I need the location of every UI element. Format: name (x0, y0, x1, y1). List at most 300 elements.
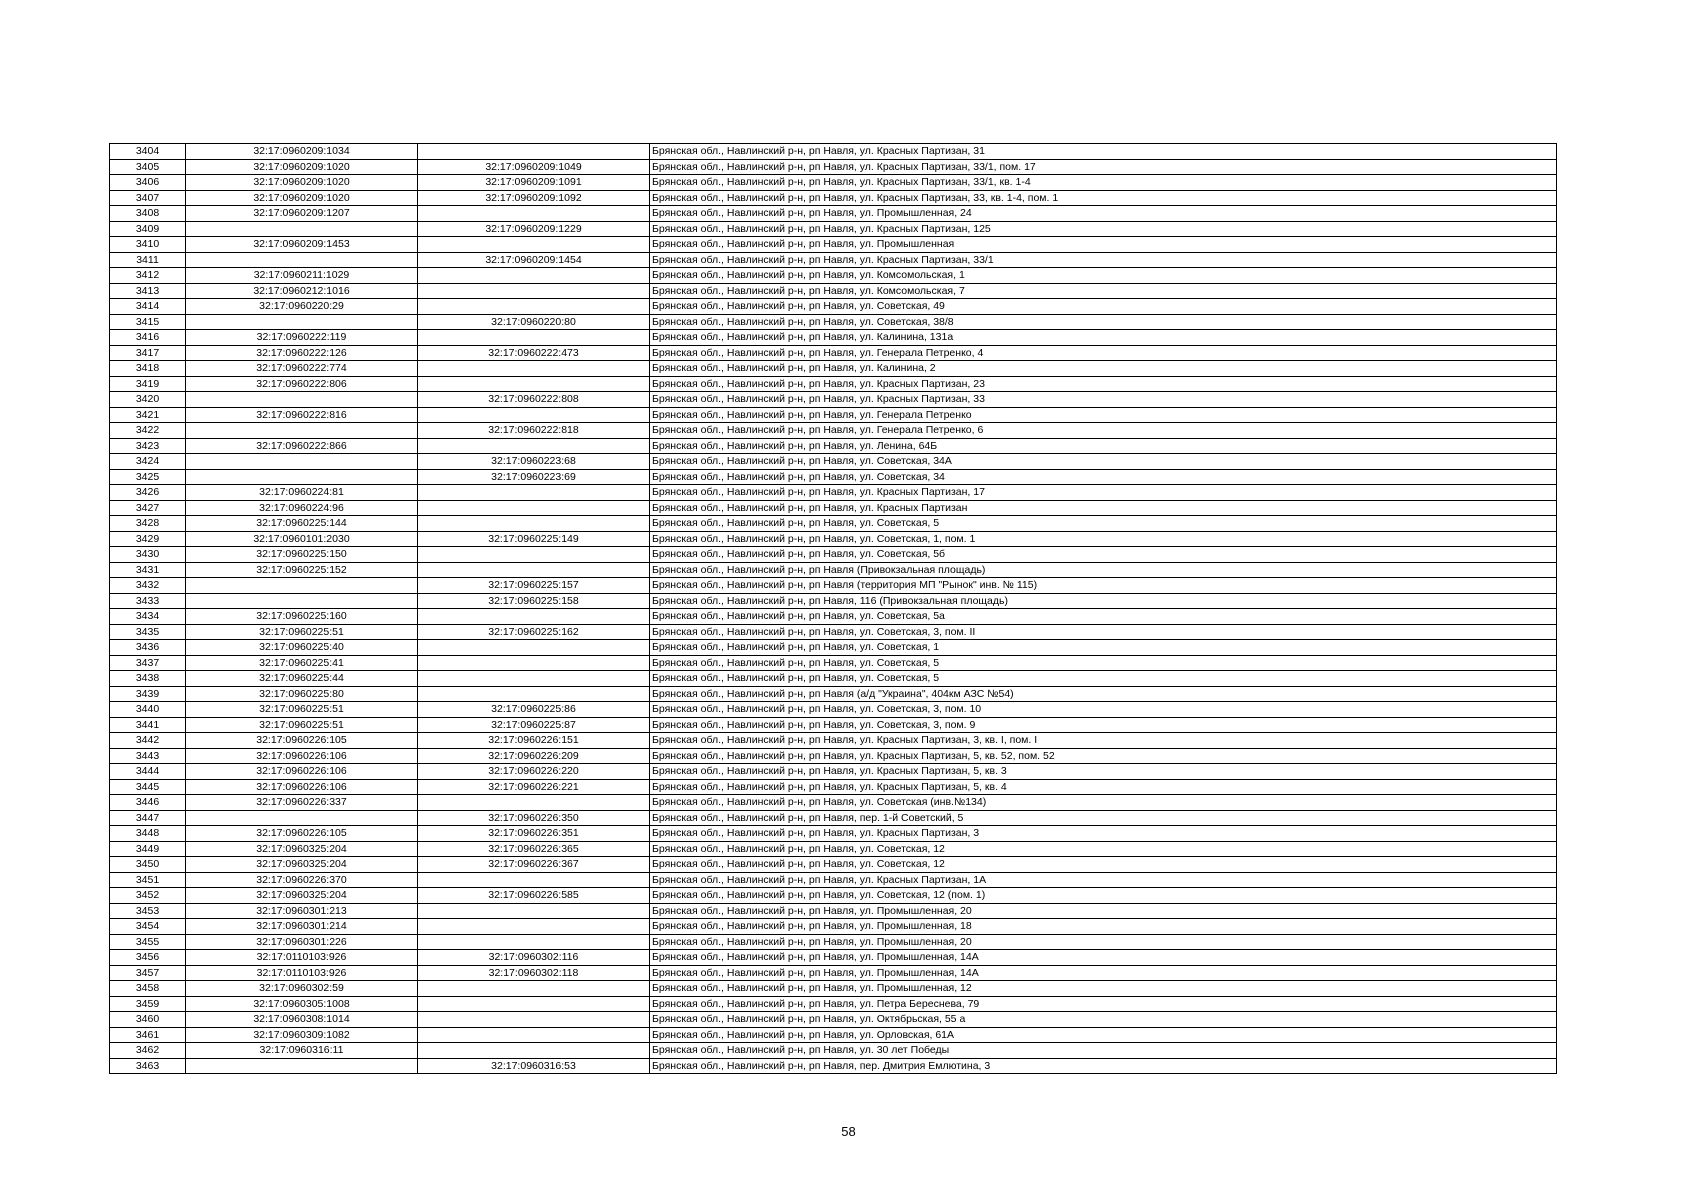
address-cell: Брянская обл., Навлинский р-н, рп Навля, ул. Комсомольская, 7 (650, 283, 1557, 299)
row-number-cell: 3416 (110, 330, 186, 346)
cadastral-number-cell: 32:17:0960325:204 (186, 841, 418, 857)
address-cell: Брянская обл., Навлинский р-н, рп Навля, ул. Промышленная, 14А (650, 965, 1557, 981)
cadastral-number-cell: 32:17:0960225:51 (186, 624, 418, 640)
table-row (110, 469, 1557, 485)
row-number-cell: 3431 (110, 562, 186, 578)
address-cell: Брянская обл., Навлинский р-н, рп Навля, ул. Советская, 1, пом. 1 (650, 531, 1557, 547)
table-row (110, 314, 1557, 330)
row-number-cell: 3441 (110, 717, 186, 733)
address-cell: Брянская обл., Навлинский р-н, рп Навля (а/д "Украина", 404км АЗС №54) (650, 686, 1557, 702)
object-cadastral-number-cell: 32:17:0960209:1092 (418, 190, 650, 206)
address-cell: Брянская обл., Навлинский р-н, рп Навля, ул. Красных Партизан, 3, кв. I, пом. I (650, 733, 1557, 749)
row-number-cell: 3444 (110, 764, 186, 780)
cadastral-number-cell: 32:17:0960209:1453 (186, 237, 418, 253)
row-number-cell: 3422 (110, 423, 186, 439)
address-cell: Брянская обл., Навлинский р-н, рп Навля, ул. Калинина, 2 (650, 361, 1557, 377)
cadastral-number-cell: 32:17:0960308:1014 (186, 1012, 418, 1028)
address-cell: Брянская обл., Навлинский р-н, рп Навля, ул. Комсомольская, 1 (650, 268, 1557, 284)
address-cell: Брянская обл., Навлинский р-н, рп Навля, ул. Красных Партизан, 1А (650, 872, 1557, 888)
address-cell: Брянская обл., Навлинский р-н, рп Навля, ул. Советская, 12 (650, 841, 1557, 857)
table-row (110, 671, 1557, 687)
row-number-cell: 3442 (110, 733, 186, 749)
cadastral-number-cell: 32:17:0960222:806 (186, 376, 418, 392)
table-row (110, 237, 1557, 253)
object-cadastral-number-cell: 32:17:0960222:818 (418, 423, 650, 439)
row-number-cell: 3410 (110, 237, 186, 253)
table-row (110, 454, 1557, 470)
row-number-cell: 3434 (110, 609, 186, 625)
object-cadastral-number-cell (418, 283, 650, 299)
registry-table-body (110, 144, 1557, 1074)
cadastral-number-cell: 32:17:0960209:1207 (186, 206, 418, 222)
table-row (110, 609, 1557, 625)
address-cell: Брянская обл., Навлинский р-н, рп Навля, ул. Советская, 5а (650, 609, 1557, 625)
address-cell: Брянская обл., Навлинский р-н, рп Навля, ул. Орловская, 61А (650, 1027, 1557, 1043)
address-cell: Брянская обл., Навлинский р-н, рп Навля, ул. Промышленная, 18 (650, 919, 1557, 935)
table-row (110, 531, 1557, 547)
address-cell: Брянская обл., Навлинский р-н, рп Навля, ул. Советская, 5 (650, 671, 1557, 687)
address-cell: Брянская обл., Навлинский р-н, рп Навля, ул. Генерала Петренко, 4 (650, 345, 1557, 361)
row-number-cell: 3439 (110, 686, 186, 702)
object-cadastral-number-cell: 32:17:0960226:350 (418, 810, 650, 826)
object-cadastral-number-cell (418, 547, 650, 563)
cadastral-number-cell (186, 1058, 418, 1074)
table-row (110, 578, 1557, 594)
row-number-cell: 3409 (110, 221, 186, 237)
object-cadastral-number-cell: 32:17:0960226:585 (418, 888, 650, 904)
object-cadastral-number-cell (418, 376, 650, 392)
object-cadastral-number-cell (418, 1012, 650, 1028)
row-number-cell: 3454 (110, 919, 186, 935)
table-row (110, 500, 1557, 516)
cadastral-number-cell: 32:17:0960209:1020 (186, 175, 418, 191)
object-cadastral-number-cell: 32:17:0960225:157 (418, 578, 650, 594)
object-cadastral-number-cell: 32:17:0960226:220 (418, 764, 650, 780)
row-number-cell: 3450 (110, 857, 186, 873)
object-cadastral-number-cell: 32:17:0960209:1229 (418, 221, 650, 237)
object-cadastral-number-cell: 32:17:0960223:69 (418, 469, 650, 485)
cadastral-number-cell: 32:17:0960305:1008 (186, 996, 418, 1012)
address-cell: Брянская обл., Навлинский р-н, рп Навля (территория МП "Рынок" инв. № 115) (650, 578, 1557, 594)
table-row (110, 640, 1557, 656)
cadastral-number-cell (186, 810, 418, 826)
object-cadastral-number-cell (418, 1027, 650, 1043)
object-cadastral-number-cell: 32:17:0960209:1091 (418, 175, 650, 191)
object-cadastral-number-cell: 32:17:0960225:87 (418, 717, 650, 733)
object-cadastral-number-cell (418, 144, 650, 160)
row-number-cell: 3406 (110, 175, 186, 191)
address-cell: Брянская обл., Навлинский р-н, рп Навля, ул. Промышленная, 20 (650, 934, 1557, 950)
row-number-cell: 3458 (110, 981, 186, 997)
row-number-cell: 3405 (110, 159, 186, 175)
row-number-cell: 3412 (110, 268, 186, 284)
object-cadastral-number-cell (418, 562, 650, 578)
table-row (110, 733, 1557, 749)
row-number-cell: 3417 (110, 345, 186, 361)
table-row (110, 190, 1557, 206)
object-cadastral-number-cell (418, 640, 650, 656)
address-cell: Брянская обл., Навлинский р-н, рп Навля, ул. Советская, 34 (650, 469, 1557, 485)
cadastral-number-cell: 32:17:0960209:1034 (186, 144, 418, 160)
object-cadastral-number-cell (418, 299, 650, 315)
row-number-cell: 3461 (110, 1027, 186, 1043)
row-number-cell: 3445 (110, 779, 186, 795)
cadastral-number-cell (186, 454, 418, 470)
cadastral-number-cell: 32:17:0960225:144 (186, 516, 418, 532)
table-row (110, 407, 1557, 423)
table-row (110, 981, 1557, 997)
cadastral-number-cell: 32:17:0960209:1020 (186, 159, 418, 175)
address-cell: Брянская обл., Навлинский р-н, рп Навля, ул. Промышленная, 20 (650, 903, 1557, 919)
row-number-cell: 3448 (110, 826, 186, 842)
address-cell: Брянская обл., Навлинский р-н, рп Навля, ул. Красных Партизан, 5, кв. 52, пом. 52 (650, 748, 1557, 764)
object-cadastral-number-cell: 32:17:0960209:1454 (418, 252, 650, 268)
table-row (110, 423, 1557, 439)
cadastral-number-cell: 32:17:0960226:106 (186, 748, 418, 764)
object-cadastral-number-cell (418, 686, 650, 702)
row-number-cell: 3407 (110, 190, 186, 206)
object-cadastral-number-cell: 32:17:0960225:149 (418, 531, 650, 547)
row-number-cell: 3433 (110, 593, 186, 609)
cadastral-registry-table (109, 143, 1557, 1074)
object-cadastral-number-cell (418, 872, 650, 888)
table-row (110, 965, 1557, 981)
table-row (110, 950, 1557, 966)
row-number-cell: 3413 (110, 283, 186, 299)
table-row (110, 1027, 1557, 1043)
cadastral-number-cell: 32:17:0960222:866 (186, 438, 418, 454)
row-number-cell: 3455 (110, 934, 186, 950)
row-number-cell: 3438 (110, 671, 186, 687)
table-row (110, 996, 1557, 1012)
cadastral-number-cell: 32:17:0960302:59 (186, 981, 418, 997)
address-cell: Брянская обл., Навлинский р-н, рп Навля, ул. Красных Партизан, 33/1, кв. 1-4 (650, 175, 1557, 191)
cadastral-number-cell (186, 593, 418, 609)
address-cell: Брянская обл., Навлинский р-н, рп Навля, ул. Советская, 34А (650, 454, 1557, 470)
table-row (110, 748, 1557, 764)
cadastral-number-cell: 32:17:0960222:774 (186, 361, 418, 377)
table-row (110, 299, 1557, 315)
address-cell: Брянская обл., Навлинский р-н, рп Навля, ул. Советская, 12 (пом. 1) (650, 888, 1557, 904)
table-row (110, 562, 1557, 578)
table-row (110, 810, 1557, 826)
table-row (110, 764, 1557, 780)
row-number-cell: 3456 (110, 950, 186, 966)
object-cadastral-number-cell (418, 485, 650, 501)
address-cell: Брянская обл., Навлинский р-н, рп Навля, ул. Промышленная (650, 237, 1557, 253)
row-number-cell: 3449 (110, 841, 186, 857)
object-cadastral-number-cell (418, 330, 650, 346)
table-row (110, 361, 1557, 377)
address-cell: Брянская обл., Навлинский р-н, рп Навля, ул. Советская, 49 (650, 299, 1557, 315)
address-cell: Брянская обл., Навлинский р-н, рп Навля, ул. Советская, 5 (650, 655, 1557, 671)
object-cadastral-number-cell (418, 671, 650, 687)
object-cadastral-number-cell (418, 655, 650, 671)
row-number-cell: 3423 (110, 438, 186, 454)
object-cadastral-number-cell (418, 438, 650, 454)
object-cadastral-number-cell (418, 795, 650, 811)
object-cadastral-number-cell (418, 361, 650, 377)
row-number-cell: 3440 (110, 702, 186, 718)
object-cadastral-number-cell: 32:17:0960226:351 (418, 826, 650, 842)
row-number-cell: 3421 (110, 407, 186, 423)
table-row (110, 376, 1557, 392)
object-cadastral-number-cell: 32:17:0960302:116 (418, 950, 650, 966)
cadastral-number-cell: 32:17:0960325:204 (186, 857, 418, 873)
object-cadastral-number-cell: 32:17:0960225:86 (418, 702, 650, 718)
address-cell: Брянская обл., Навлинский р-н, рп Навля, ул. Красных Партизан, 3 (650, 826, 1557, 842)
cadastral-number-cell: 32:17:0960226:106 (186, 764, 418, 780)
address-cell: Брянская обл., Навлинский р-н, рп Навля, ул. Калинина, 131а (650, 330, 1557, 346)
table-row (110, 221, 1557, 237)
row-number-cell: 3436 (110, 640, 186, 656)
row-number-cell: 3447 (110, 810, 186, 826)
cadastral-number-cell: 32:17:0960225:51 (186, 717, 418, 733)
object-cadastral-number-cell: 32:17:0960223:68 (418, 454, 650, 470)
cadastral-number-cell: 32:17:0960301:226 (186, 934, 418, 950)
cadastral-number-cell: 32:17:0110103:926 (186, 965, 418, 981)
cadastral-number-cell: 32:17:0960226:370 (186, 872, 418, 888)
row-number-cell: 3429 (110, 531, 186, 547)
row-number-cell: 3446 (110, 795, 186, 811)
address-cell: Брянская обл., Навлинский р-н, рп Навля, ул. Красных Партизан, 23 (650, 376, 1557, 392)
table-row (110, 330, 1557, 346)
cadastral-number-cell: 32:17:0960225:150 (186, 547, 418, 563)
row-number-cell: 3424 (110, 454, 186, 470)
address-cell: Брянская обл., Навлинский р-н, рп Навля, пер. 1-й Советский, 5 (650, 810, 1557, 826)
row-number-cell: 3443 (110, 748, 186, 764)
address-cell: Брянская обл., Навлинский р-н, рп Навля, ул. Красных Партизан, 33, кв. 1-4, пом. 1 (650, 190, 1557, 206)
address-cell: Брянская обл., Навлинский р-н, рп Навля, ул. Генерала Петренко, 6 (650, 423, 1557, 439)
table-row (110, 593, 1557, 609)
row-number-cell: 3426 (110, 485, 186, 501)
object-cadastral-number-cell (418, 268, 650, 284)
address-cell: Брянская обл., Навлинский р-н, рп Навля, ул. Красных Партизан, 5, кв. 3 (650, 764, 1557, 780)
address-cell: Брянская обл., Навлинский р-н, рп Навля (Привокзальная площадь) (650, 562, 1557, 578)
table-row (110, 795, 1557, 811)
cadastral-number-cell: 32:17:0110103:926 (186, 950, 418, 966)
address-cell: Брянская обл., Навлинский р-н, рп Навля, ул. Советская, 3, пом. II (650, 624, 1557, 640)
table-row (110, 888, 1557, 904)
cadastral-number-cell: 32:17:0960325:204 (186, 888, 418, 904)
address-cell: Брянская обл., Навлинский р-н, рп Навля, ул. Красных Партизан, 33 (650, 392, 1557, 408)
cadastral-number-cell: 32:17:0960225:152 (186, 562, 418, 578)
table-row (110, 702, 1557, 718)
cadastral-number-cell: 32:17:0960222:816 (186, 407, 418, 423)
object-cadastral-number-cell (418, 996, 650, 1012)
row-number-cell: 3414 (110, 299, 186, 315)
cadastral-number-cell (186, 423, 418, 439)
cadastral-number-cell: 32:17:0960209:1020 (186, 190, 418, 206)
row-number-cell: 3418 (110, 361, 186, 377)
address-cell: Брянская обл., Навлинский р-н, рп Навля, ул. Красных Партизан, 5, кв. 4 (650, 779, 1557, 795)
object-cadastral-number-cell (418, 407, 650, 423)
address-cell: Брянская обл., Навлинский р-н, рп Навля, ул. Советская, 12 (650, 857, 1557, 873)
row-number-cell: 3453 (110, 903, 186, 919)
address-cell: Брянская обл., Навлинский р-н, рп Навля, ул. Советская, 3, пом. 10 (650, 702, 1557, 718)
cadastral-number-cell: 32:17:0960225:80 (186, 686, 418, 702)
cadastral-number-cell: 32:17:0960101:2030 (186, 531, 418, 547)
address-cell: Брянская обл., Навлинский р-н, рп Навля, ул. Советская, 3, пом. 9 (650, 717, 1557, 733)
object-cadastral-number-cell (418, 1043, 650, 1059)
object-cadastral-number-cell: 32:17:0960226:367 (418, 857, 650, 873)
cadastral-number-cell: 32:17:0960226:105 (186, 826, 418, 842)
table-row (110, 717, 1557, 733)
table-row (110, 934, 1557, 950)
row-number-cell: 3435 (110, 624, 186, 640)
object-cadastral-number-cell: 32:17:0960220:80 (418, 314, 650, 330)
object-cadastral-number-cell: 32:17:0960226:365 (418, 841, 650, 857)
table-row (110, 686, 1557, 702)
object-cadastral-number-cell (418, 903, 650, 919)
address-cell: Брянская обл., Навлинский р-н, рп Навля, ул. Советская, 5 (650, 516, 1557, 532)
table-row (110, 438, 1557, 454)
object-cadastral-number-cell: 32:17:0960222:473 (418, 345, 650, 361)
address-cell: Брянская обл., Навлинский р-н, рп Навля, ул. Красных Партизан, 33/1 (650, 252, 1557, 268)
table-row (110, 547, 1557, 563)
cadastral-number-cell: 32:17:0960309:1082 (186, 1027, 418, 1043)
cadastral-number-cell: 32:17:0960225:41 (186, 655, 418, 671)
cadastral-number-cell: 32:17:0960226:105 (186, 733, 418, 749)
cadastral-number-cell (186, 314, 418, 330)
object-cadastral-number-cell (418, 516, 650, 532)
table-row (110, 857, 1557, 873)
cadastral-number-cell: 32:17:0960225:160 (186, 609, 418, 625)
row-number-cell: 3415 (110, 314, 186, 330)
table-row (110, 1043, 1557, 1059)
cadastral-number-cell: 32:17:0960301:214 (186, 919, 418, 935)
table-row (110, 841, 1557, 857)
table-row (110, 516, 1557, 532)
cadastral-number-cell: 32:17:0960224:96 (186, 500, 418, 516)
table-row (110, 252, 1557, 268)
address-cell: Брянская обл., Навлинский р-н, рп Навля, ул. Красных Партизан, 33/1, пом. 17 (650, 159, 1557, 175)
object-cadastral-number-cell: 32:17:0960226:151 (418, 733, 650, 749)
cadastral-number-cell: 32:17:0960220:29 (186, 299, 418, 315)
address-cell: Брянская обл., Навлинский р-н, рп Навля, ул. Петра Береснева, 79 (650, 996, 1557, 1012)
object-cadastral-number-cell (418, 919, 650, 935)
address-cell: Брянская обл., Навлинский р-н, рп Навля, ул. Красных Партизан, 17 (650, 485, 1557, 501)
table-row (110, 826, 1557, 842)
address-cell: Брянская обл., Навлинский р-н, рп Навля, ул. Генерала Петренко (650, 407, 1557, 423)
row-number-cell: 3420 (110, 392, 186, 408)
cadastral-number-cell: 32:17:0960225:40 (186, 640, 418, 656)
cadastral-number-cell (186, 578, 418, 594)
address-cell: Брянская обл., Навлинский р-н, рп Навля, ул. Ленина, 64Б (650, 438, 1557, 454)
cadastral-number-cell: 32:17:0960225:51 (186, 702, 418, 718)
row-number-cell: 3427 (110, 500, 186, 516)
object-cadastral-number-cell: 32:17:0960226:221 (418, 779, 650, 795)
address-cell: Брянская обл., Навлинский р-н, рп Навля, ул. Советская, 5б (650, 547, 1557, 563)
page-number: 58 (841, 1124, 856, 1139)
row-number-cell: 3460 (110, 1012, 186, 1028)
table-row (110, 144, 1557, 160)
row-number-cell: 3462 (110, 1043, 186, 1059)
table-row (110, 1012, 1557, 1028)
row-number-cell: 3452 (110, 888, 186, 904)
object-cadastral-number-cell (418, 934, 650, 950)
address-cell: Брянская обл., Навлинский р-н, рп Навля, ул. Советская (инв.№134) (650, 795, 1557, 811)
table-row (110, 283, 1557, 299)
row-number-cell: 3437 (110, 655, 186, 671)
object-cadastral-number-cell (418, 500, 650, 516)
table-row (110, 779, 1557, 795)
row-number-cell: 3411 (110, 252, 186, 268)
object-cadastral-number-cell (418, 237, 650, 253)
object-cadastral-number-cell (418, 981, 650, 997)
cadastral-number-cell: 32:17:0960316:11 (186, 1043, 418, 1059)
row-number-cell: 3425 (110, 469, 186, 485)
address-cell: Брянская обл., Навлинский р-н, рп Навля, ул. Красных Партизан, 31 (650, 144, 1557, 160)
address-cell: Брянская обл., Навлинский р-н, рп Навля, ул. 30 лет Победы (650, 1043, 1557, 1059)
table-row (110, 919, 1557, 935)
cadastral-number-cell: 32:17:0960301:213 (186, 903, 418, 919)
cadastral-number-cell: 32:17:0960224:81 (186, 485, 418, 501)
object-cadastral-number-cell: 32:17:0960225:162 (418, 624, 650, 640)
row-number-cell: 3430 (110, 547, 186, 563)
address-cell: Брянская обл., Навлинский р-н, рп Навля, ул. Промышленная, 24 (650, 206, 1557, 222)
row-number-cell: 3419 (110, 376, 186, 392)
object-cadastral-number-cell: 32:17:0960225:158 (418, 593, 650, 609)
table-row (110, 392, 1557, 408)
cadastral-number-cell: 32:17:0960226:106 (186, 779, 418, 795)
cadastral-number-cell: 32:17:0960225:44 (186, 671, 418, 687)
table-row (110, 485, 1557, 501)
address-cell: Брянская обл., Навлинский р-н, рп Навля, ул. Промышленная, 14А (650, 950, 1557, 966)
table-row (110, 175, 1557, 191)
cadastral-number-cell (186, 469, 418, 485)
row-number-cell: 3457 (110, 965, 186, 981)
object-cadastral-number-cell (418, 206, 650, 222)
table-row (110, 206, 1557, 222)
object-cadastral-number-cell (418, 609, 650, 625)
object-cadastral-number-cell: 32:17:0960302:118 (418, 965, 650, 981)
cadastral-number-cell: 32:17:0960222:126 (186, 345, 418, 361)
row-number-cell: 3432 (110, 578, 186, 594)
table-row (110, 872, 1557, 888)
table-row (110, 345, 1557, 361)
row-number-cell: 3408 (110, 206, 186, 222)
cadastral-number-cell: 32:17:0960212:1016 (186, 283, 418, 299)
cadastral-number-cell (186, 221, 418, 237)
address-cell: Брянская обл., Навлинский р-н, рп Навля, ул. Октябрьская, 55 а (650, 1012, 1557, 1028)
object-cadastral-number-cell: 32:17:0960222:808 (418, 392, 650, 408)
row-number-cell: 3451 (110, 872, 186, 888)
table-row (110, 655, 1557, 671)
address-cell: Брянская обл., Навлинский р-н, рп Навля, ул. Промышленная, 12 (650, 981, 1557, 997)
cadastral-number-cell: 32:17:0960222:119 (186, 330, 418, 346)
table-row (110, 268, 1557, 284)
row-number-cell: 3428 (110, 516, 186, 532)
table-row (110, 903, 1557, 919)
table-row (110, 1058, 1557, 1074)
table-row (110, 624, 1557, 640)
cadastral-number-cell (186, 392, 418, 408)
address-cell: Брянская обл., Навлинский р-н, рп Навля, ул. Красных Партизан, 125 (650, 221, 1557, 237)
address-cell: Брянская обл., Навлинский р-н, рп Навля, ул. Советская, 38/8 (650, 314, 1557, 330)
cadastral-number-cell: 32:17:0960211:1029 (186, 268, 418, 284)
address-cell: Брянская обл., Навлинский р-н, рп Навля, ул. Красных Партизан (650, 500, 1557, 516)
row-number-cell: 3404 (110, 144, 186, 160)
object-cadastral-number-cell: 32:17:0960226:209 (418, 748, 650, 764)
address-cell: Брянская обл., Навлинский р-н, рп Навля, 116 (Привокзальная площадь) (650, 593, 1557, 609)
row-number-cell: 3459 (110, 996, 186, 1012)
object-cadastral-number-cell: 32:17:0960316:53 (418, 1058, 650, 1074)
object-cadastral-number-cell: 32:17:0960209:1049 (418, 159, 650, 175)
address-cell: Брянская обл., Навлинский р-н, рп Навля, ул. Советская, 1 (650, 640, 1557, 656)
address-cell: Брянская обл., Навлинский р-н, рп Навля, пер. Дмитрия Емлютина, 3 (650, 1058, 1557, 1074)
row-number-cell: 3463 (110, 1058, 186, 1074)
